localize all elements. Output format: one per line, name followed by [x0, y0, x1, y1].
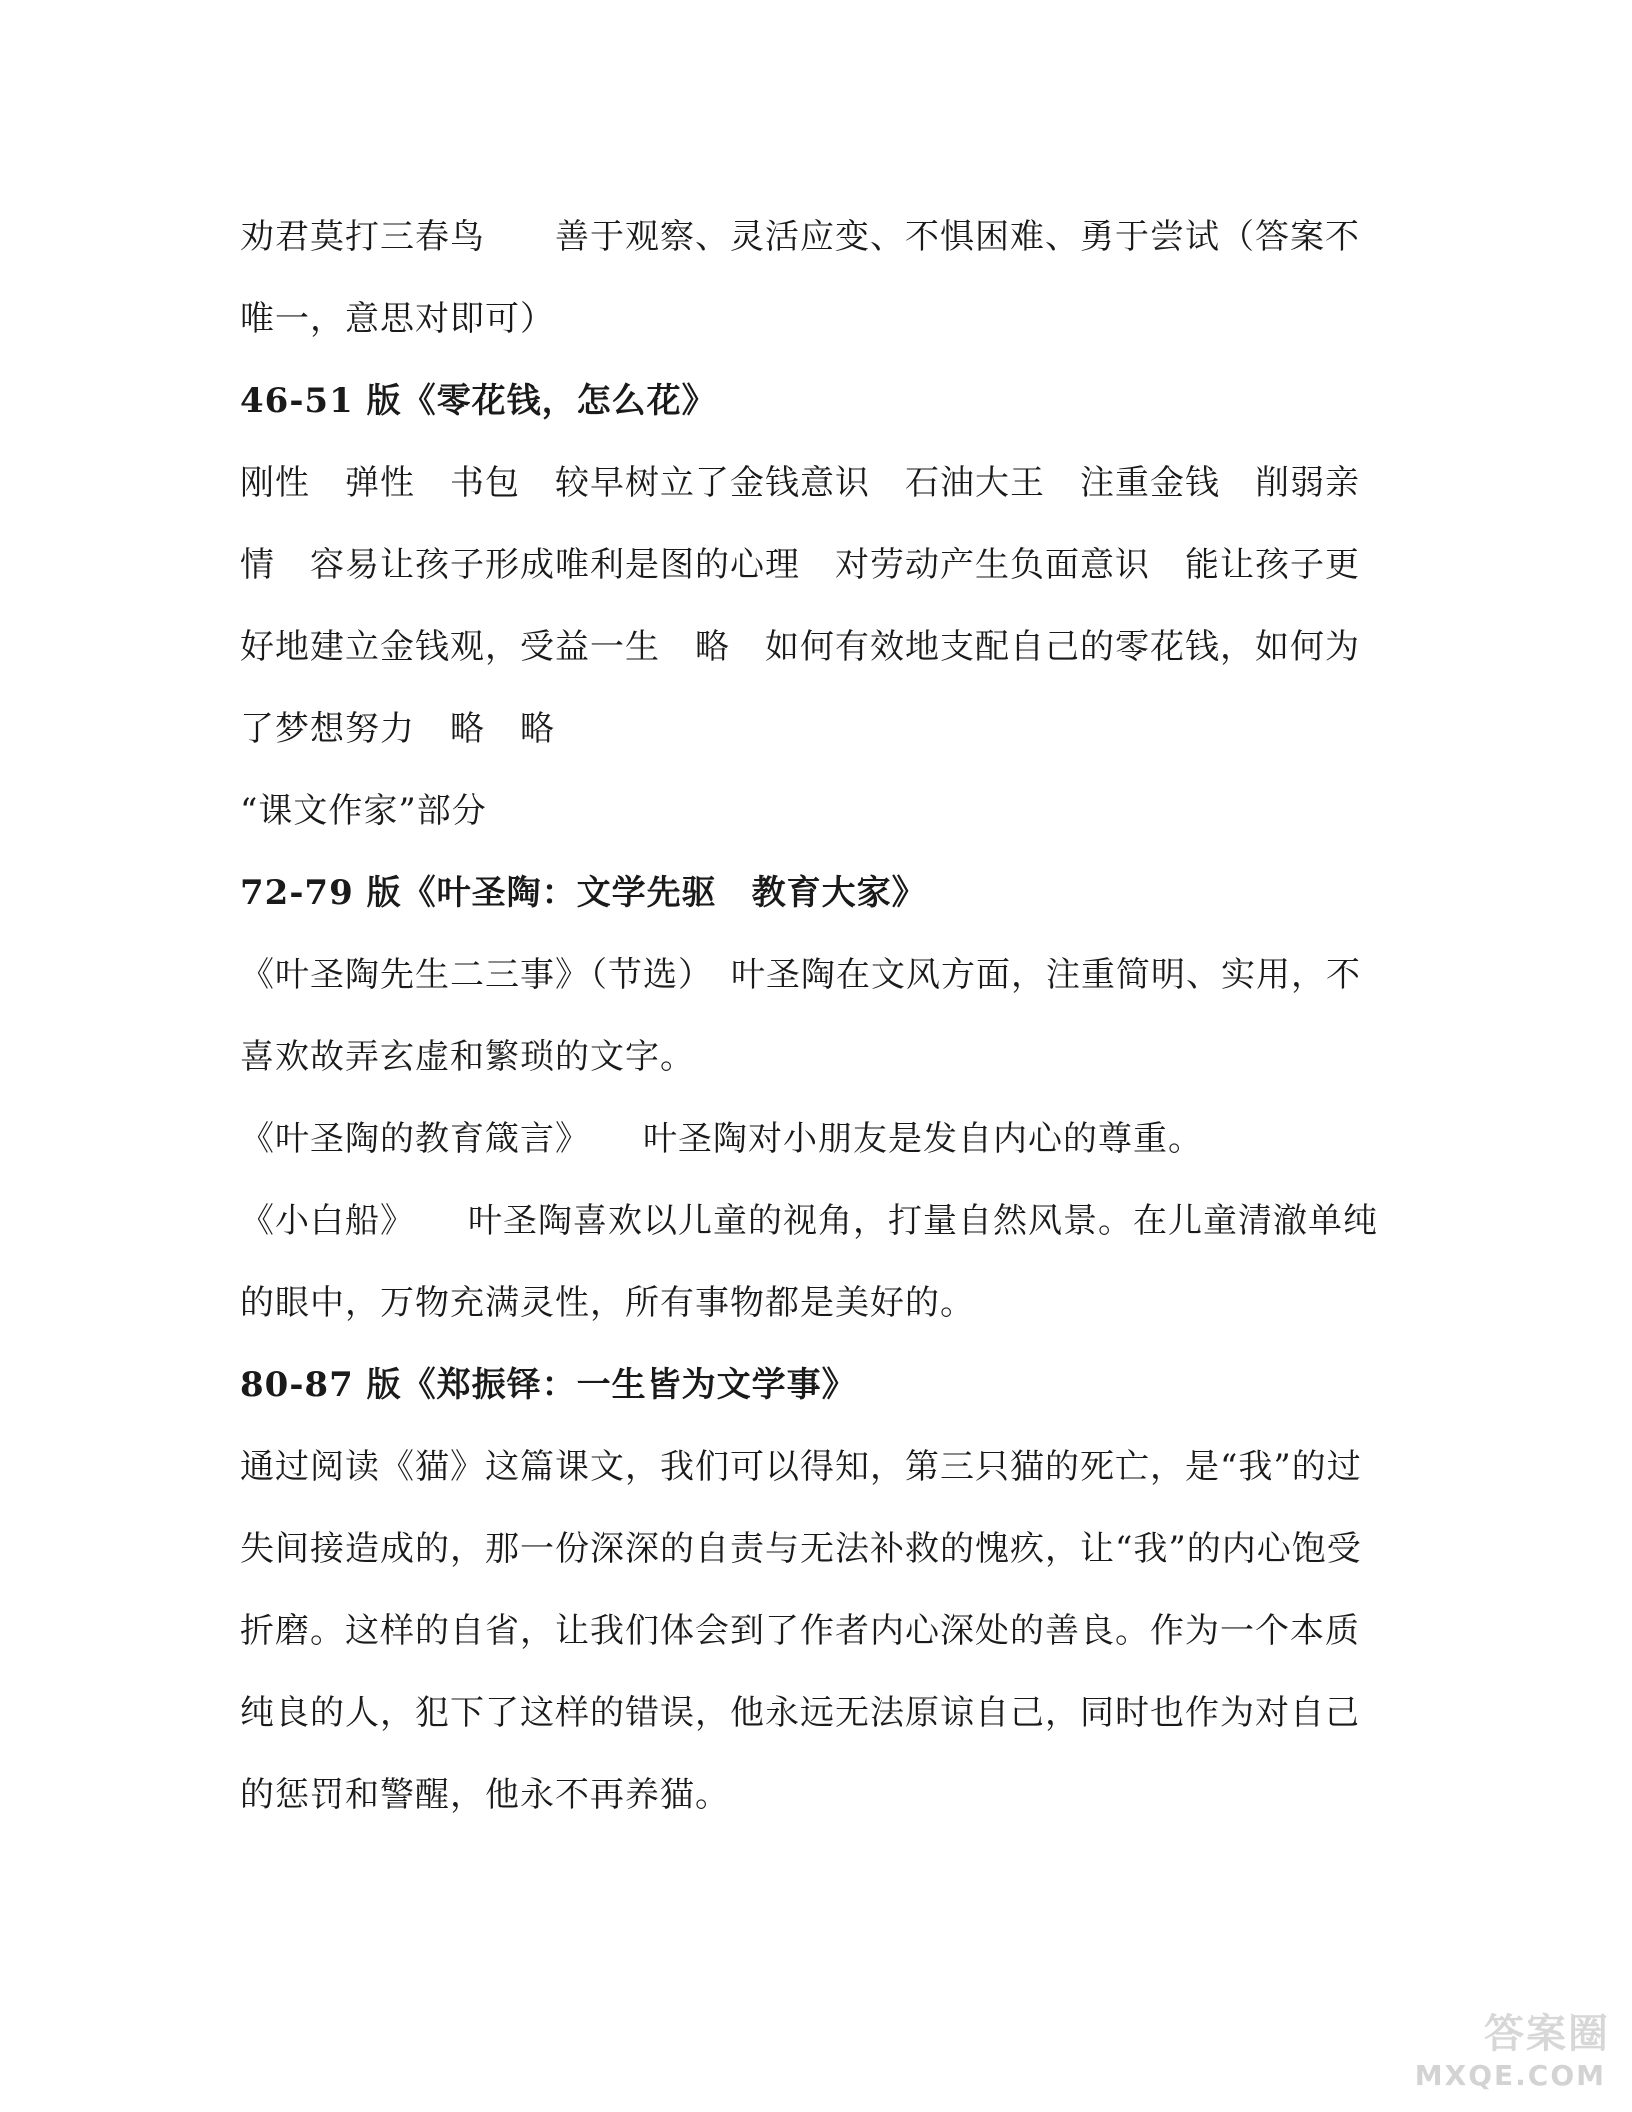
answer-paragraph-5: 《小白船》 叶圣陶喜欢以儿童的视角，打量自然风景。在儿童清澈单纯的眼中，万物充满灵性，所有事物都是美好的。 — [240, 1201, 1378, 1323]
section-label-author: “课文作家”部分 — [240, 791, 487, 831]
answer-paragraph-2: 刚性 弹性 书包 较早树立了金钱意识 石油大王 注重金钱 削弱亲情 容易让孩子形成唯利是图的心理 对劳动产生负面意识 能让孩子更好地建立金钱观，受益一生 略 如何有效地支配自己的零花钱，如何为了梦想努力 略 略 — [240, 463, 1360, 749]
section-heading-46-51: 46-51 版《零花钱，怎么花》 — [240, 381, 717, 421]
document-body — [240, 196, 1390, 1836]
section-heading-72-79: 72-79 版《叶圣陶：文学先驱 教育大家》 — [240, 873, 927, 913]
answer-paragraph-4: 《叶圣陶的教育箴言》 叶圣陶对小朋友是发自内心的尊重。 — [240, 1119, 1203, 1159]
answer-paragraph-1: 劝君莫打三春鸟 善于观察、灵活应变、不惧困难、勇于尝试（答案不唯一，意思对即可） — [240, 217, 1360, 339]
watermark-domain: MXQE.COM — [1414, 2059, 1606, 2092]
watermark-logo-text: 答案圈 — [1484, 2011, 1610, 2057]
answer-paragraph-3: 《叶圣陶先生二三事》（节选） 叶圣陶在文风方面，注重简明、实用，不喜欢故弄玄虚和繁琐的文字。 — [240, 955, 1361, 1077]
section-heading-80-87: 80-87 版《郑振铎：一生皆为文学事》 — [240, 1365, 857, 1405]
answer-paragraph-6: 通过阅读《猫》这篇课文，我们可以得知，第三只猫的死亡，是“我”的过失间接造成的，那一份深深的自责与无法补救的愧疚，让“我”的内心饱受折磨。这样的自省，让我们体会到了作者内心深处的善良。作为一个本质纯良的人，犯下了这样的错误，他永远无法原谅自己，同时也作为对自己的惩罚和警醒，他永不再养猫。 — [240, 1447, 1362, 1815]
site-watermark — [1380, 2002, 1610, 2092]
